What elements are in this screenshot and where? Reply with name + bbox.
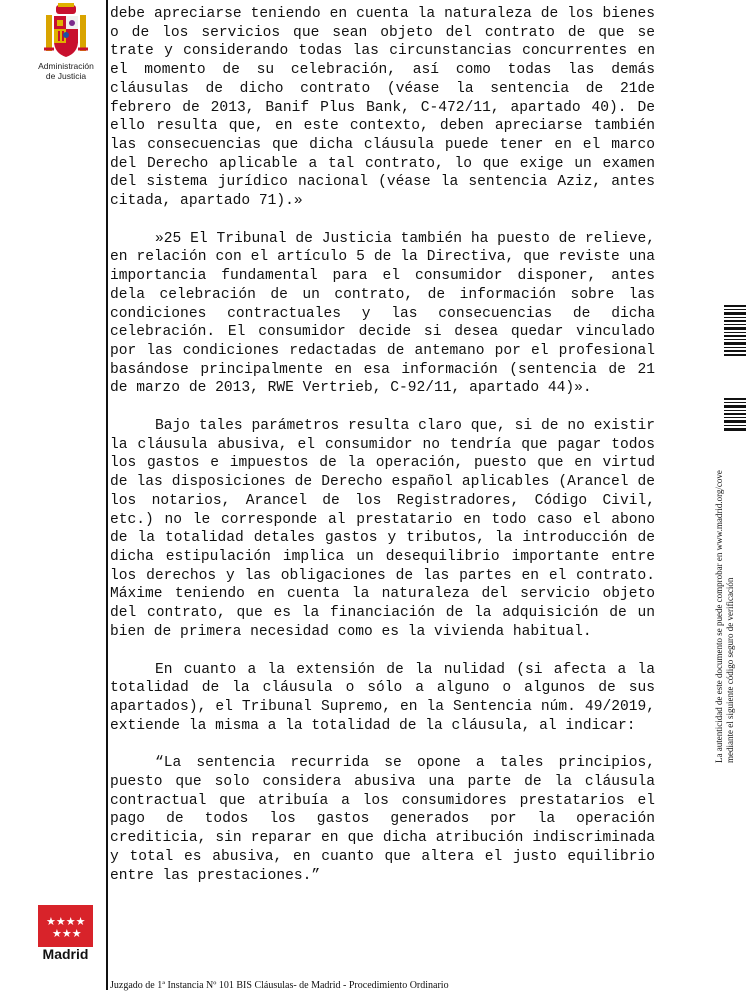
paragraph-2: »25 El Tribunal de Justicia también ha puesto de relieve, en relación con el artículo 5 de la Directiva, que reviste una importancia fundamental para el consumidor disponer, antes dela celebración de un contrato, de información sobre las condiciones contractuales y las consecuencias de dicha celebración. El consumidor decide si desea quedar vinculado por las condiciones redactadas de antemano por el profesional basándose principalmente en esa información (sentencia de 21 de marzo de 2013, RWE Vertrieb, C-92/11, apartado 44)».	[110, 230, 655, 397]
document-body	[110, 5, 655, 885]
verification-line2: mediante el siguiente código seguro de verificación	[725, 577, 735, 763]
paragraph-3: Bajo tales parámetros resulta claro que, si de no existir la cláusula abusiva, el consumidor no tendría que pagar todos los gastos e impuestos de la operación, puesto que en virtud de las disposiciones de Derecho español aplicables (Arancel de los notarios, Arancel de los Registradores, Código Civil, etc.) no le corresponde al prestatario en todo caso el abono de la totalidad detales gastos y tributos, la introducción de dicha estipulación implica un desequilibrio importante entre los derechos y las obligaciones de las partes en el contrato. Máxime teniendo en cuenta la naturaleza del servicio objeto del contrato, que es la financiación de la adquisición de un bien de primera necesidad como es la vivienda habitual.	[110, 418, 655, 640]
svg-text:★★★★: ★★★★	[46, 915, 86, 928]
barcode-icon	[724, 398, 746, 432]
admin-label-line2: de Justicia	[45, 71, 87, 81]
madrid-stars-icon	[38, 905, 93, 947]
verification-note	[714, 445, 746, 763]
admin-label-line1: Administración	[38, 61, 94, 71]
administracion-de-justicia-label	[30, 61, 102, 81]
spain-coat-of-arms-icon	[44, 3, 88, 61]
barcode-icon	[724, 305, 746, 357]
paragraph-4: En cuanto a la extensión de la nulidad (si afecta a la totalidad de la cláusula o sólo a alguno o algunos de sus apartados), el Tribunal Supremo, en la Sentencia núm. 49/2019, extiende la misma a la totalidad de la cláusula, al indicar:	[110, 661, 655, 734]
margin-divider-line	[106, 0, 108, 990]
svg-text:★★★: ★★★	[52, 927, 82, 940]
paragraph-1: debe apreciarse teniendo en cuenta la naturaleza de los bienes o de los servicios que sean objeto del contrato de que se trate y considerando todas las circunstancias concurrentes en el momento de su celebración, así como todas las demás cláusulas de dicho contrato (véase la sentencia de 21de febrero de 2013, Banif Plus Bank, C-472/11, apartado 40). De ello resulta que, en este contexto, deben apreciarse también las consecuencias que dicha cláusula puede tener en el marco del Derecho aplicable a tal contrato, lo que exige un examen del sistema jurídico nacional (véase la sentencia Aziz, antes citada, apartado 71).»	[110, 6, 655, 210]
paragraph-5-quote: “La sentencia recurrida se opone a tales principios, puesto que solo considera abusiva una parte de la cláusula contractual que atribuía a los consumidores prestatarios el pago de todos los gastos generados por la operación crediticia, sin reparar en que dicha atribución indiscriminada y total es abusiva, en cuanto que altera el justo equilibrio entre las prestaciones.”	[110, 755, 655, 884]
court-footer: Juzgado de 1ª Instancia Nº 101 BIS Cláusulas- de Madrid - Procedimiento Ordinario	[110, 980, 449, 991]
madrid-label: Madrid	[42, 946, 89, 962]
madrid-flag-icon	[38, 905, 93, 947]
verification-line1: La autenticidad de este documento se puede comprobar en www.madrid.org/cove	[714, 470, 724, 763]
